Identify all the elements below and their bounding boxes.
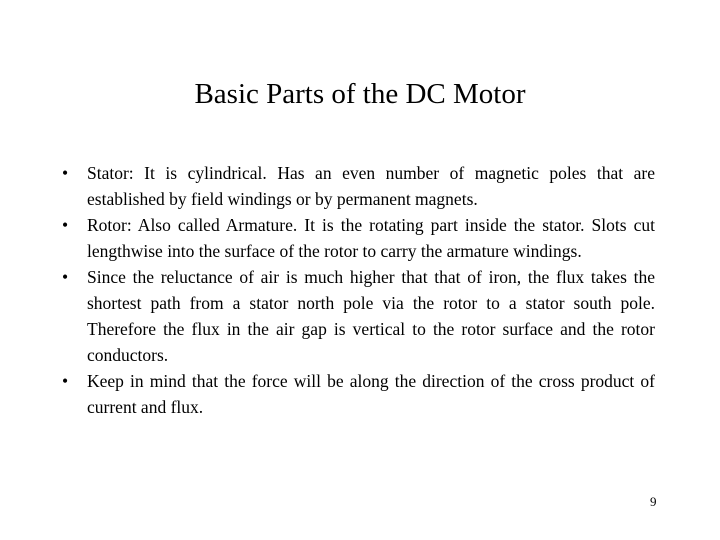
bullet-item: • Since the reluctance of air is much higher that that of iron, the flux takes the shortest path from a stator north pole via the rotor to a stator south pole. Therefore the flux in the air gap is vertical to the rotor surface and the rotor conductors.	[62, 264, 655, 368]
page-number: 9	[650, 494, 657, 509]
bullet-list	[62, 160, 655, 420]
slide-title: Basic Parts of the DC Motor	[194, 78, 526, 110]
bullet-item: • Stator: It is cylindrical. Has an even number of magnetic poles that are established by field windings or by permanent magnets.	[62, 160, 655, 212]
bullet-item: • Keep in mind that the force will be along the direction of the cross product of current and flux.	[62, 368, 655, 420]
bullet-item: • Rotor: Also called Armature. It is the rotating part inside the stator. Slots cut lengthwise into the surface of the rotor to carry the armature windings.	[62, 212, 655, 264]
